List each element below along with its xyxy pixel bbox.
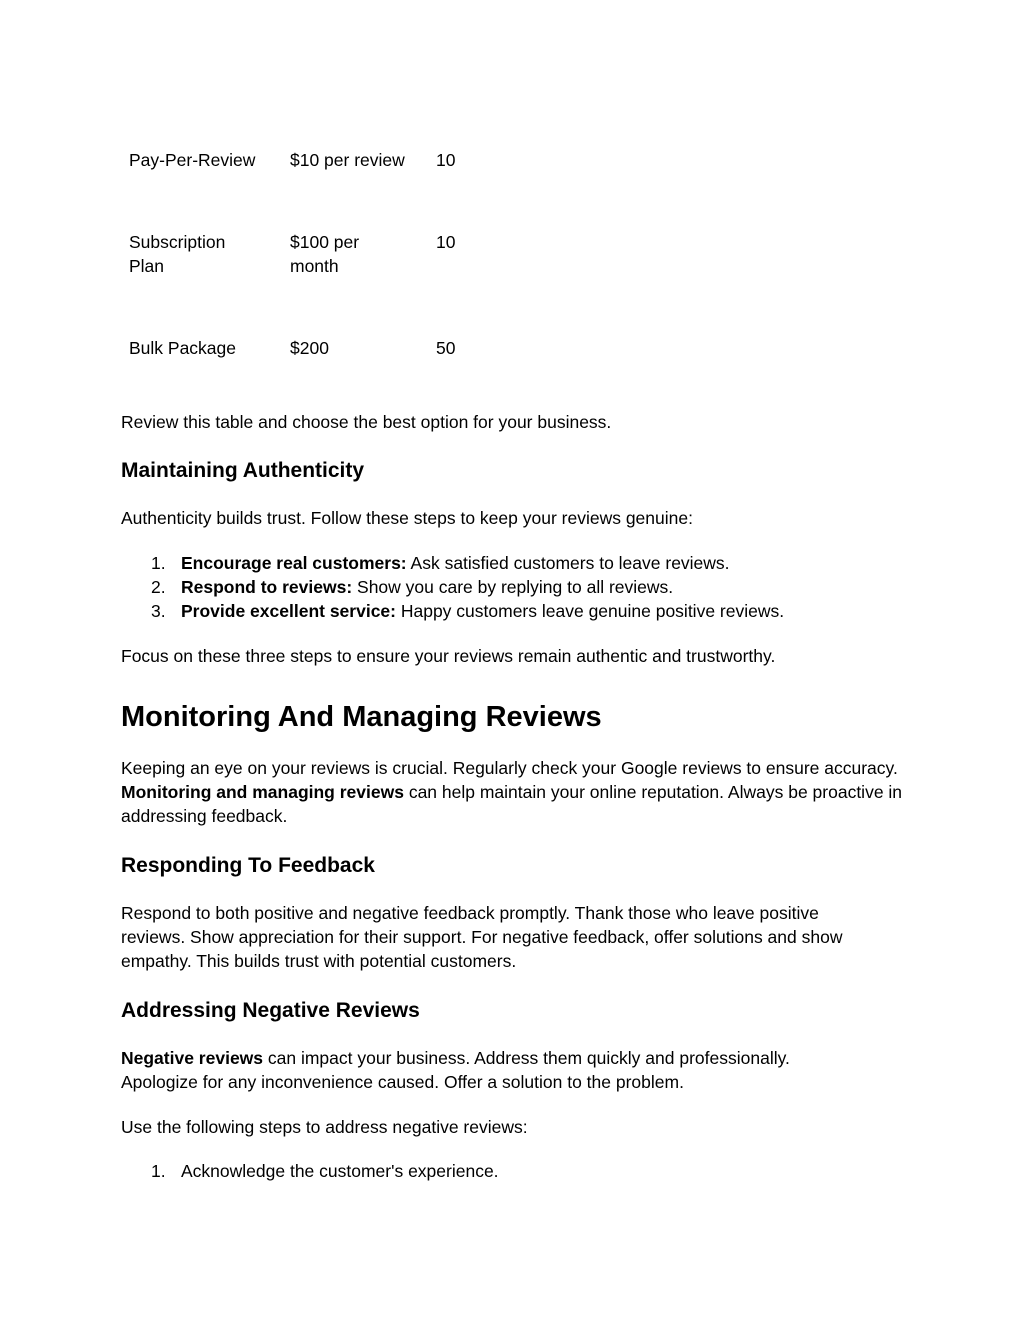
authenticity-outro: Focus on these three steps to ensure your reviews remain authentic and trustworthy. [121, 646, 776, 666]
authenticity-intro: Authenticity builds trust. Follow these steps to keep your reviews genuine: [121, 508, 693, 528]
list-item-bold: Respond to reviews: [181, 577, 353, 597]
negative-heading: Addressing Negative Reviews [121, 999, 420, 1022]
table-cell-reviews: 10 [436, 150, 456, 170]
list-number: 1. [151, 1161, 166, 1181]
list-number: 3. [151, 601, 166, 621]
table-note: Review this table and choose the best option for your business. [121, 412, 612, 432]
list-item-bold: Encourage real customers: [181, 553, 407, 573]
list-item-text: Show you care by replying to all reviews. [352, 577, 674, 597]
table-cell-cost: $100 per month [290, 232, 360, 276]
negative-intro: Use the following steps to address negative reviews: [121, 1117, 528, 1137]
list-item-text: Happy customers leave genuine positive reviews. [395, 601, 785, 621]
negative-paragraph: Negative reviews can impact your business. Address them quickly and professionally. Apologize for any inconvenience caused. Offer a solution to the problem. [121, 1048, 790, 1092]
feedback-paragraph: Respond to both positive and negative feedback promptly. Thank those who leave positive reviews. Show appreciation for their support. For negative feedback, offer solutions and show empathy. This builds trust with potential customers. [121, 903, 843, 971]
list-number: 1. [151, 553, 166, 573]
negative-bold-phrase: Negative reviews [121, 1048, 264, 1068]
table-cell-reviews: 50 [436, 338, 456, 358]
authenticity-heading: Maintaining Authenticity [121, 459, 365, 482]
list-number: 2. [151, 577, 166, 597]
table-cell-option: Subscription Plan [129, 232, 226, 276]
table-cell-reviews: 10 [436, 232, 456, 252]
list-item-text: Ask satisfied customers to leave reviews. [406, 553, 730, 573]
monitoring-paragraph: Keeping an eye on your reviews is crucial. Regularly check your Google reviews to ensure accuracy. Monitoring and managing reviews can help maintain your online reputation. Always be proactive in addressing feedback. [121, 758, 903, 826]
table-cell-cost: $200 [290, 338, 329, 358]
list-item-bold: Provide excellent service: [181, 601, 396, 621]
table-cell-option: Pay-Per-Review [129, 150, 256, 170]
list-item-text: Acknowledge the customer's experience. [181, 1161, 499, 1181]
monitoring-bold-phrase: Monitoring and managing reviews [121, 782, 404, 802]
table-cell-option: Bulk Package [129, 338, 237, 358]
feedback-heading: Responding To Feedback [121, 854, 375, 877]
table-cell-cost: $10 per review [290, 150, 405, 170]
monitoring-heading: Monitoring And Managing Reviews [121, 701, 602, 733]
